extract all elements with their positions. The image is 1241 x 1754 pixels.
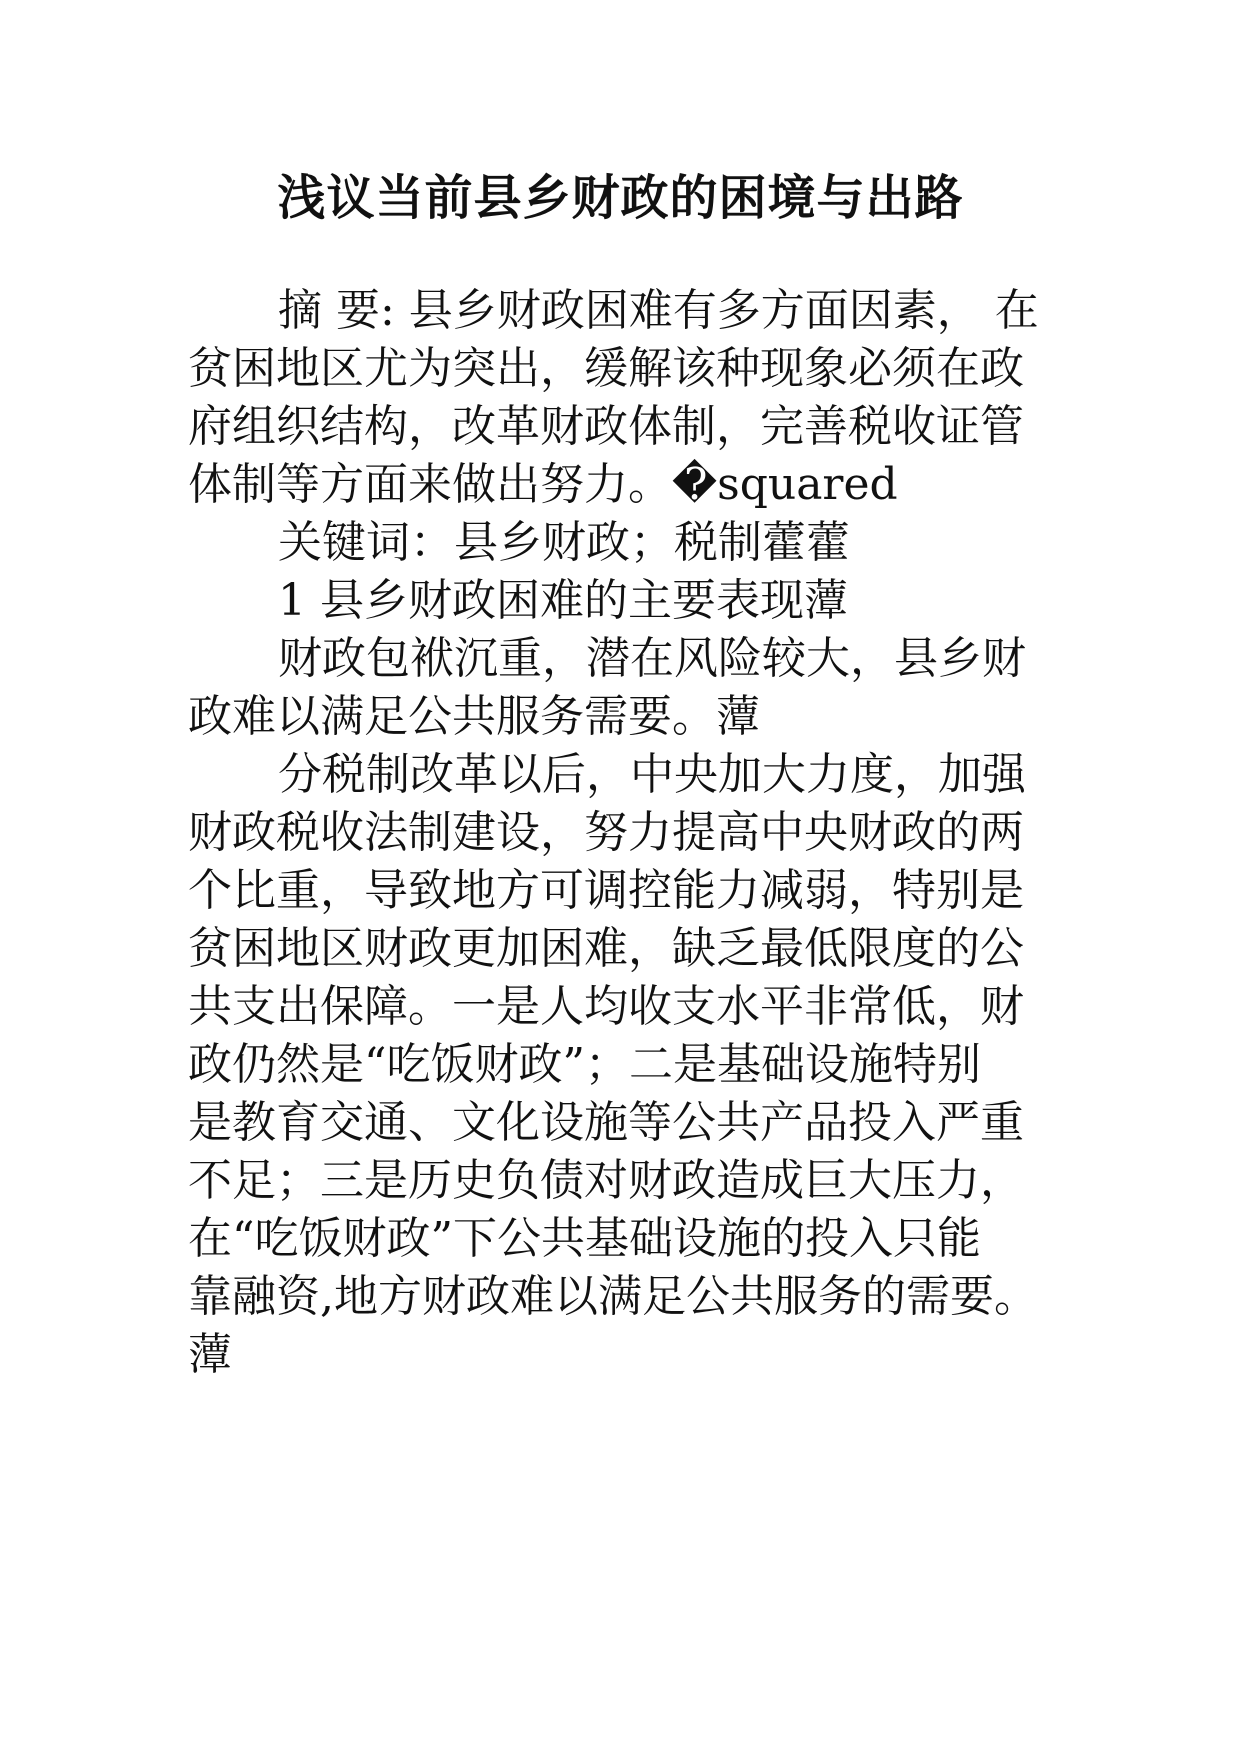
section-heading-1: 1 县乡财政困难的主要表现藫 — [278, 575, 848, 626]
paragraph-2-line-11: 藫 — [188, 1329, 232, 1380]
paragraph-2-line-6: 政仍然是“吃饭财政”；二是基础设施特别 — [188, 1039, 981, 1090]
paragraph-2-line-1: 分税制改革以后，中央加大力度，加强 — [278, 749, 1026, 800]
paragraph-1-line-2: 政难以满足公共服务需要。藫 — [188, 691, 760, 742]
keywords-line: 关键词：县乡财政；税制藿藿 — [278, 517, 850, 568]
paragraph-2-line-4: 贫困地区财政更加困难，缺乏最低限度的公 — [188, 923, 1024, 974]
paragraph-1-line-1: 财政包袱沉重，潜在风险较大，县乡财 — [278, 633, 1026, 684]
paragraph-2-line-7: 是教育交通、文化设施等公共产品投入严重 — [188, 1097, 1024, 1148]
paragraph-2-line-9: 在“吃饭财政”下公共基础设施的投入只能 — [188, 1213, 981, 1264]
abstract-line-2: 贫困地区尤为突出，缓解该种现象必须在政 — [188, 343, 1024, 394]
paragraph-2-line-2: 财政税收法制建设，努力提高中央财政的两 — [188, 807, 1024, 858]
abstract-line-1: 摘 要: 县乡财政困难有多方面因素， 在 — [278, 285, 1039, 336]
paragraph-2-line-8: 不足；三是历史负债对财政造成巨大压力， — [188, 1155, 1024, 1206]
paragraph-2-line-10: 靠融资,地方财政难以满足公共服务的需要。 — [188, 1271, 1038, 1322]
paragraph-2-line-5: 共支出保障。一是人均收支水平非常低，财 — [188, 981, 1024, 1032]
abstract-line-3: 府组织结构，改革财政体制，完善税收证管 — [188, 401, 1024, 452]
abstract-line-4: 体制等方面来做出努力。�squared — [188, 459, 898, 510]
paragraph-2-line-3: 个比重，导致地方可调控能力减弱，特别是 — [188, 865, 1024, 916]
document-title: 浅议当前县乡财政的困境与出路 — [277, 170, 964, 226]
